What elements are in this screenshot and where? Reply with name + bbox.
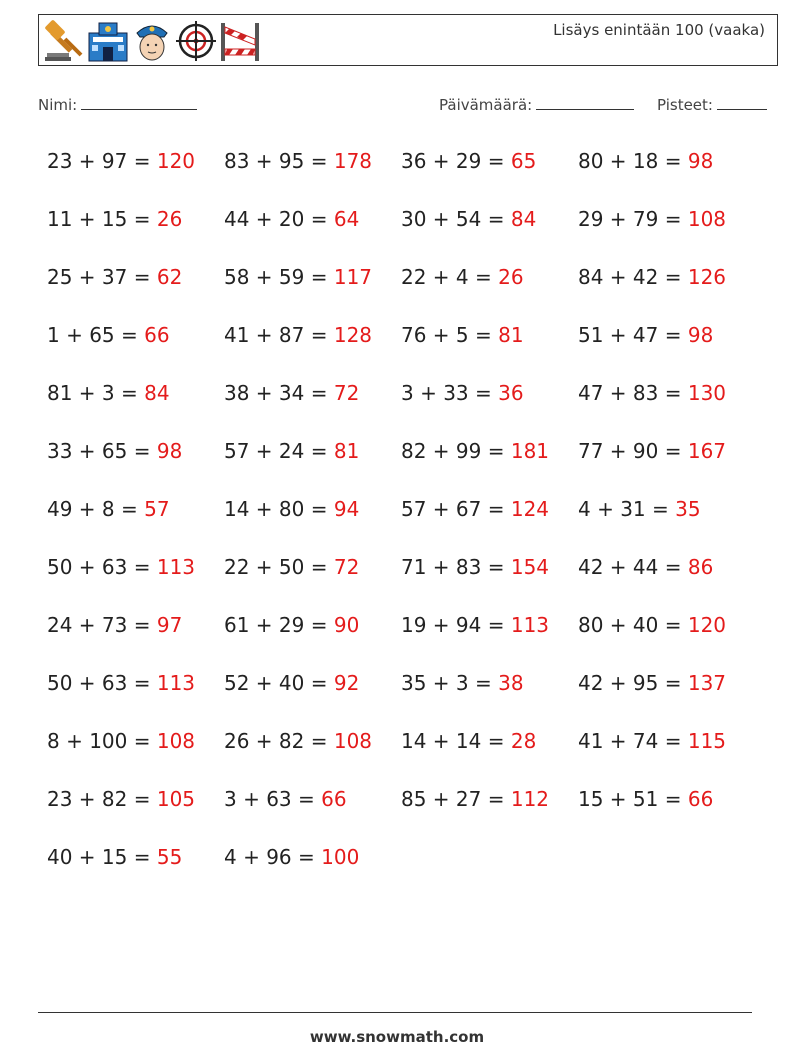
problem-question: 26 + 82 = [224, 729, 334, 753]
header-icons [43, 19, 261, 63]
problem-answer: 90 [333, 613, 360, 637]
problem-answer: 55 [156, 845, 183, 869]
score-label: Pisteet: [657, 96, 713, 114]
problem-answer: 105 [156, 787, 196, 811]
problem-item [401, 663, 578, 721]
problem-item [224, 837, 401, 895]
problem-answer: 28 [510, 729, 537, 753]
problem-item [578, 489, 755, 547]
footer-url: www.snowmath.com [309, 1028, 485, 1046]
problem-question: 42 + 95 = [578, 671, 688, 695]
problem-answer: 81 [333, 439, 360, 463]
problem-question: 61 + 29 = [224, 613, 334, 637]
problem-question: 11 + 15 = [47, 207, 157, 231]
problem-item [401, 779, 578, 837]
problem-answer: 26 [156, 207, 183, 231]
problem-answer: 94 [333, 497, 360, 521]
problem-item [578, 373, 755, 431]
problem-answer: 178 [333, 149, 373, 173]
problem-item [578, 721, 755, 779]
problem-answer: 124 [510, 497, 550, 521]
problem-item [47, 489, 224, 547]
score-line[interactable] [717, 93, 767, 110]
problem-question: 8 + 100 = [47, 729, 157, 753]
crosshair-icon [175, 19, 217, 63]
problem-answer: 72 [333, 381, 360, 405]
problem-answer: 62 [156, 265, 183, 289]
problem-question: 84 + 42 = [578, 265, 688, 289]
problem-answer: 98 [687, 323, 714, 347]
problem-answer: 57 [144, 497, 170, 521]
problem-item [224, 199, 401, 257]
problem-item [578, 141, 755, 199]
problem-question: 80 + 18 = [578, 149, 688, 173]
problem-question: 23 + 97 = [47, 149, 157, 173]
problem-item [401, 605, 578, 663]
problem-answer: 66 [321, 787, 347, 811]
name-label: Nimi: [38, 96, 78, 114]
barrier-icon [219, 19, 261, 63]
problem-question: 77 + 90 = [578, 439, 688, 463]
problem-item [224, 141, 401, 199]
problem-question: 41 + 74 = [578, 729, 688, 753]
problem-question: 35 + 3 = [401, 671, 499, 695]
problem-answer: 84 [144, 381, 170, 405]
problem-question: 40 + 15 = [47, 845, 157, 869]
problem-question: 23 + 82 = [47, 787, 157, 811]
problem-item [401, 721, 578, 779]
problem-item [224, 489, 401, 547]
problem-answer: 36 [498, 381, 524, 405]
police-officer-icon [131, 19, 173, 63]
problem-question: 36 + 29 = [401, 149, 511, 173]
problem-question: 82 + 99 = [401, 439, 511, 463]
problem-question: 71 + 83 = [401, 555, 511, 579]
worksheet-title: Lisäys enintään 100 (vaaka) [553, 21, 765, 39]
problem-question: 25 + 37 = [47, 265, 157, 289]
problem-question: 57 + 24 = [224, 439, 334, 463]
problem-question: 85 + 27 = [401, 787, 511, 811]
problem-question: 44 + 20 = [224, 207, 334, 231]
problem-question: 33 + 65 = [47, 439, 157, 463]
footer-divider [38, 1012, 752, 1013]
problem-grid [47, 141, 767, 895]
problem-answer: 154 [510, 555, 550, 579]
problem-question: 38 + 34 = [224, 381, 334, 405]
problem-item [47, 373, 224, 431]
problem-item [578, 315, 755, 373]
problem-question: 29 + 79 = [578, 207, 688, 231]
problem-question: 3 + 63 = [224, 787, 322, 811]
problem-answer: 113 [156, 671, 196, 695]
date-line[interactable] [536, 93, 634, 110]
police-station-icon [87, 19, 129, 63]
problem-answer: 181 [510, 439, 550, 463]
problem-question: 3 + 33 = [401, 381, 499, 405]
problem-question: 52 + 40 = [224, 671, 334, 695]
problem-question: 41 + 87 = [224, 323, 334, 347]
problem-answer: 38 [498, 671, 524, 695]
problem-item [578, 431, 755, 489]
problem-item [578, 663, 755, 721]
problem-answer: 113 [510, 613, 550, 637]
problem-answer: 115 [687, 729, 727, 753]
name-line[interactable] [81, 93, 197, 110]
problem-answer: 130 [687, 381, 727, 405]
problem-answer: 120 [687, 613, 727, 637]
problem-item [578, 199, 755, 257]
problem-item [401, 547, 578, 605]
problem-item [401, 141, 578, 199]
problem-question: 49 + 8 = [47, 497, 145, 521]
problem-answer: 35 [675, 497, 701, 521]
problem-question: 50 + 63 = [47, 671, 157, 695]
problem-answer: 98 [687, 149, 714, 173]
problem-item [224, 257, 401, 315]
problem-item [401, 257, 578, 315]
problem-question: 83 + 95 = [224, 149, 334, 173]
problem-item [224, 721, 401, 779]
problem-question: 58 + 59 = [224, 265, 334, 289]
problem-question: 42 + 44 = [578, 555, 688, 579]
problem-answer: 137 [687, 671, 727, 695]
problem-answer: 86 [687, 555, 714, 579]
score-field [657, 93, 767, 114]
problem-question: 15 + 51 = [578, 787, 688, 811]
problem-answer: 84 [510, 207, 537, 231]
problem-question: 22 + 4 = [401, 265, 499, 289]
problem-question: 22 + 50 = [224, 555, 334, 579]
problem-item [47, 837, 224, 895]
problem-item [224, 779, 401, 837]
problem-item [47, 663, 224, 721]
problem-question: 50 + 63 = [47, 555, 157, 579]
problem-answer: 113 [156, 555, 196, 579]
problem-answer: 108 [333, 729, 373, 753]
problem-question: 80 + 40 = [578, 613, 688, 637]
problem-item [578, 547, 755, 605]
problem-item [47, 779, 224, 837]
problem-item [47, 721, 224, 779]
problem-question: 30 + 54 = [401, 207, 511, 231]
problem-item [224, 373, 401, 431]
problem-item [47, 431, 224, 489]
gavel-icon [43, 19, 85, 63]
problem-question: 51 + 47 = [578, 323, 688, 347]
problem-answer: 100 [321, 845, 360, 869]
problem-item [224, 431, 401, 489]
problem-answer: 92 [333, 671, 360, 695]
problem-answer: 64 [333, 207, 360, 231]
problem-item [47, 199, 224, 257]
problem-question: 4 + 96 = [224, 845, 322, 869]
problem-item [401, 199, 578, 257]
problem-answer: 117 [333, 265, 373, 289]
problem-item [578, 257, 755, 315]
problem-item [224, 547, 401, 605]
problem-item [401, 373, 578, 431]
problem-question: 1 + 65 = [47, 323, 145, 347]
problem-answer: 98 [156, 439, 183, 463]
problem-answer: 65 [510, 149, 537, 173]
problem-item [47, 605, 224, 663]
problem-item [401, 489, 578, 547]
problem-answer: 66 [687, 787, 714, 811]
problem-item [401, 315, 578, 373]
problem-answer: 81 [498, 323, 524, 347]
problem-answer: 108 [687, 207, 727, 231]
problem-answer: 97 [156, 613, 183, 637]
problem-item [401, 431, 578, 489]
problem-item [47, 257, 224, 315]
problem-answer: 26 [498, 265, 524, 289]
problem-item [47, 547, 224, 605]
name-field [38, 93, 197, 114]
problem-answer: 167 [687, 439, 727, 463]
problem-item [578, 779, 755, 837]
problem-question: 47 + 83 = [578, 381, 688, 405]
problem-question: 76 + 5 = [401, 323, 499, 347]
problem-item [224, 663, 401, 721]
problem-question: 14 + 14 = [401, 729, 511, 753]
problem-item [224, 605, 401, 663]
problem-item [224, 315, 401, 373]
date-label: Päivämäärä: [439, 96, 533, 114]
problem-item [47, 315, 224, 373]
problem-question: 19 + 94 = [401, 613, 511, 637]
problem-item [47, 141, 224, 199]
problem-answer: 72 [333, 555, 360, 579]
problem-answer: 128 [333, 323, 373, 347]
problem-item [578, 605, 755, 663]
problem-question: 14 + 80 = [224, 497, 334, 521]
problem-question: 24 + 73 = [47, 613, 157, 637]
date-field [439, 93, 634, 114]
problem-question: 4 + 31 = [578, 497, 676, 521]
problem-answer: 120 [156, 149, 196, 173]
problem-question: 57 + 67 = [401, 497, 511, 521]
problem-answer: 112 [510, 787, 550, 811]
problem-answer: 108 [156, 729, 196, 753]
problem-answer: 66 [144, 323, 170, 347]
problem-answer: 126 [687, 265, 727, 289]
problem-question: 81 + 3 = [47, 381, 145, 405]
worksheet-header [38, 14, 778, 66]
